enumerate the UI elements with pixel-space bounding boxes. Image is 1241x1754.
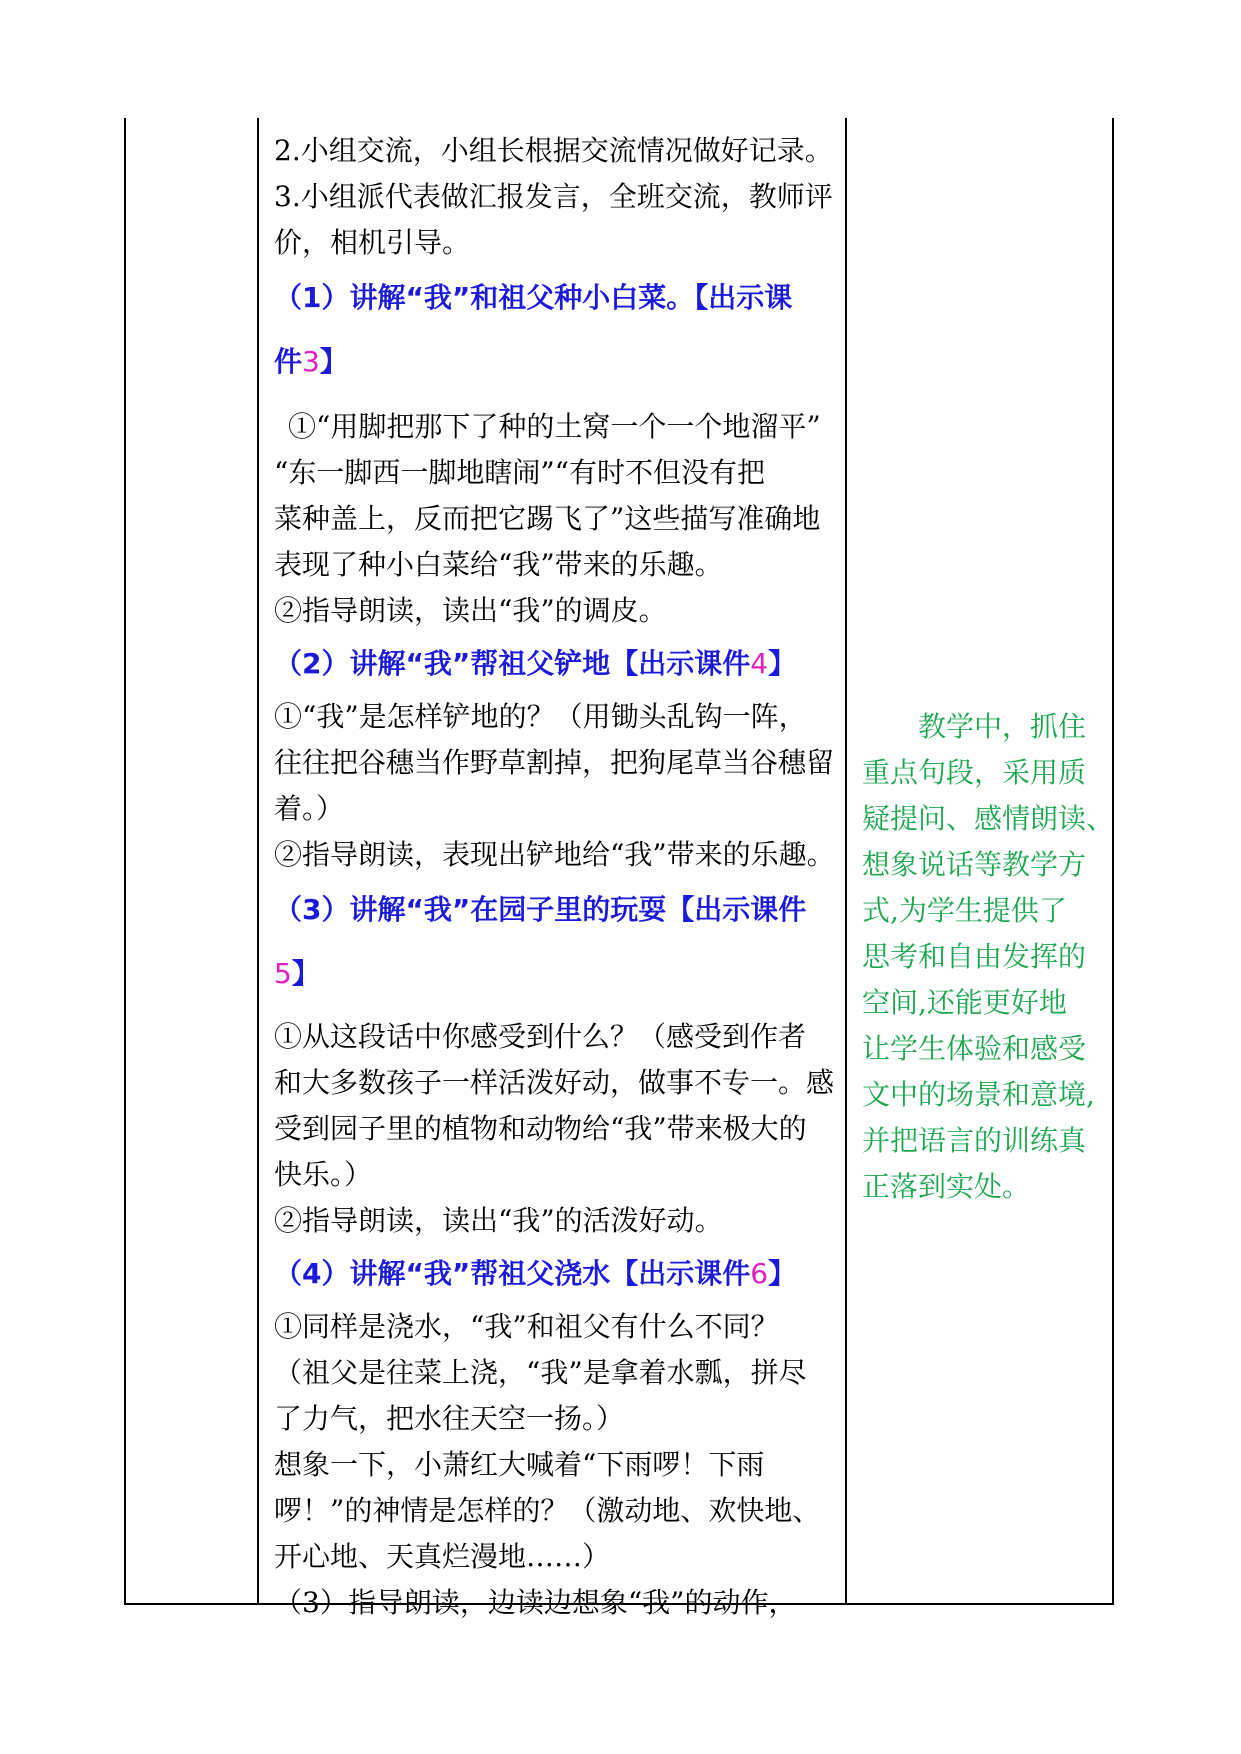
teaching-process-cell [274,128,850,1626]
paragraph: ①“我”是怎样铲地的？（用锄头乱钩一阵， [274,700,807,733]
table-divider-1 [257,118,259,1604]
paragraph: 菜种盖上，反而把它踢飞了”这些描写准确地 [274,502,821,535]
note-line: 教学中，抓住 [918,710,1087,743]
paragraph: 开心地、天真烂漫地……） [274,1540,611,1573]
paragraph: ①从这段话中你感受到什么？（感受到作者 [274,1020,807,1053]
paragraph: 着。） [274,792,345,825]
paragraph: ②指导朗读，读出“我”的活泼好动。 [274,1204,723,1237]
section-heading-2: （2）讲解“我”帮祖父铲地【出示课件4】 [274,647,797,680]
paragraph: 快乐。） [274,1158,373,1191]
paragraph: ①“用脚把那下了种的土窝一个一个地溜平” [288,410,821,443]
note-line: 疑提问、感情朗读、 [862,802,1115,835]
paragraph: ②指导朗读，表现出铲地给“我”带来的乐趣。 [274,838,835,871]
paragraph: 表现了种小白菜给“我”带来的乐趣。 [274,548,723,581]
paragraph: 想象一下，小萧红大喊着“下雨啰！下雨 [274,1448,765,1481]
paragraph: “东一脚西一脚地瞎闹”“有时不但没有把 [274,456,765,489]
note-line: 并把语言的训练真 [862,1124,1087,1157]
section-heading-1-cont: 件3】 [274,345,348,378]
note-line: 文中的场景和意境, [862,1078,1095,1111]
paragraph: 了力气，把水往天空一扬。） [274,1402,625,1435]
section-heading-3-cont: 5】 [274,957,320,990]
note-line: 想象说话等教学方 [862,848,1087,881]
design-intent-cell [862,704,1124,1210]
paragraph: 和大多数孩子一样活泼好动，做事不专一。感 [274,1066,835,1099]
note-line: 空间,还能更好地 [862,986,1067,1019]
paragraph: ②指导朗读，读出“我”的调皮。 [274,594,667,627]
paragraph: ①同样是浇水，“我”和祖父有什么不同？ [274,1310,779,1343]
paragraph: （祖父是往菜上浇，“我”是拿着水瓢，拼尽 [274,1356,807,1389]
paragraph: 受到园子里的植物和动物给“我”带来极大的 [274,1112,807,1145]
table-border-left [124,118,126,1604]
paragraph: （3）指导朗读，边读边想象“我”的动作， [274,1586,797,1619]
paragraph: 啰！”的神情是怎样的？（激动地、欢快地、 [274,1494,821,1527]
paragraph: 3.小组派代表做汇报发言，全班交流，教师评 [274,180,833,213]
paragraph: 2.小组交流，小组长根据交流情况做好记录。 [274,134,833,167]
note-line: 式,为学生提供了 [862,894,1067,927]
note-line: 让学生体验和感受 [862,1032,1087,1065]
note-line: 思考和自由发挥的 [862,940,1087,973]
note-line: 正落到实处。 [862,1170,1031,1203]
section-heading-3: （3）讲解“我”在园子里的玩耍【出示课件 [274,893,807,926]
paragraph: 往往把谷穗当作野草割掉，把狗尾草当谷穗留 [274,746,835,779]
note-line: 重点句段，采用质 [862,756,1087,789]
section-heading-4: （4）讲解“我”帮祖父浇水【出示课件6】 [274,1257,797,1290]
section-heading-1: （1）讲解“我”和祖父种小白菜。【出示课 [274,281,793,314]
paragraph: 价，相机引导。 [274,226,471,259]
